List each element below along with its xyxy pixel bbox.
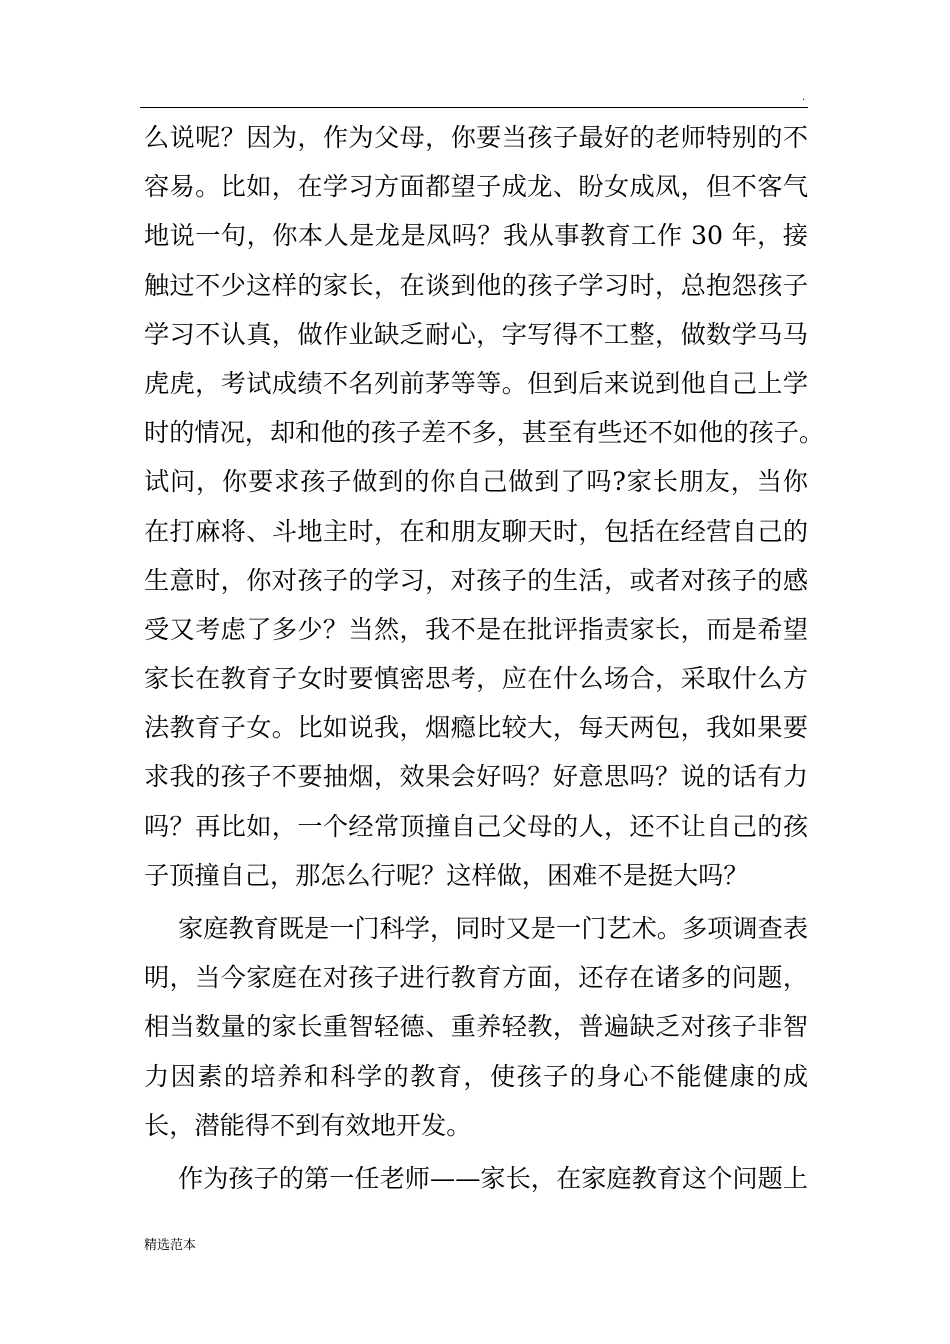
document-body [144,113,825,1203]
text-line: 在打麻将、斗地主时，在和朋友聊天时，包括在经营自己的 [144,516,808,546]
header-rule [140,107,808,108]
paragraph-3 [144,1154,808,1203]
header-mark: . [802,92,806,103]
text-line: 试问，你要求孩子做到的你自己做到了吗?家长朋友，当你 [144,467,808,497]
footer-label: 精选范本 [144,1238,197,1253]
text-line: 生意时，你对孩子的学习，对孩子的生活，或者对孩子的感 [144,565,808,595]
text-line: 学习不认真，做作业缺乏耐心，字写得不工整，做数学马马 [144,319,808,349]
text-line: 长，潜能得不到有效地开发。 [144,1110,472,1140]
text-line: 吗？再比如，一个经常顶撞自己父母的人，还不让自己的孩 [144,811,808,841]
text-line: 触过不少这样的家长，在谈到他的孩子学习时，总抱怨孩子 [144,270,808,300]
text-line: 家庭教育既是一门科学，同时又是一门艺术。多项调查表 [178,914,808,943]
text-line: 明，当今家庭在对孩子进行教育方面，还存在诸多的问题， [144,963,808,993]
text-line: 相当数量的家长重智轻德、重养轻教，普遍缺乏对孩子非智 [144,1012,808,1042]
text-line: 时的情况，却和他的孩子差不多，甚至有些还不如他的孩子。 [144,418,825,448]
text-line: 容易。比如，在学习方面都望子成龙、盼女成凤，但不客气 [144,172,808,202]
text-line: 法教育子女。比如说我，烟瘾比较大，每天两包，我如果要 [144,713,808,743]
text-line: 虎虎，考试成绩不名列前茅等等。但到后来说到他自己上学 [144,368,808,398]
text-line: 受又考虑了多少？当然，我不是在批评指责家长，而是希望 [144,614,808,644]
paragraph-1 [144,113,825,900]
text-line: 求我的孩子不要抽烟，效果会好吗？好意思吗？说的话有力 [144,762,808,792]
text-line: 力因素的培养和科学的教育，使孩子的身心不能健康的成 [144,1061,808,1091]
text-line: 么说呢？因为，作为父母，你要当孩子最好的老师特别的不 [144,123,808,152]
text-line: 作为孩子的第一任老师——家长，在家庭教育这个问题上 [178,1163,808,1193]
paragraph-2 [144,904,808,1150]
text-line: 家长在教育子女时要慎密思考，应在什么场合，采取什么方 [144,664,808,694]
text-line: 地说一句，你本人是龙是凤吗？我从事教育工作 30 年，接 [144,221,808,251]
text-line: 子顶撞自己，那怎么行呢？这样做，困难不是挺大吗？ [144,860,749,890]
